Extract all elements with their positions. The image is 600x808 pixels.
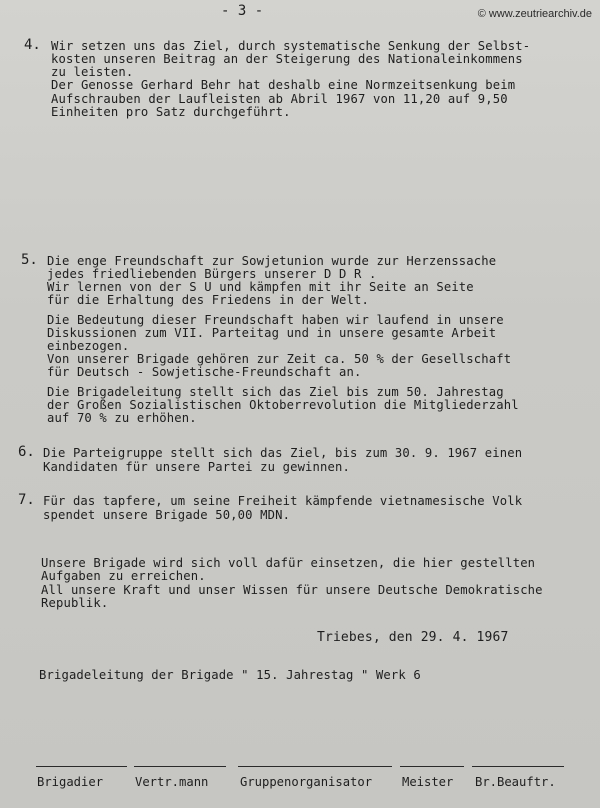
signature-label-brigadier: Brigadier — [37, 775, 104, 789]
sender-line: Brigadeleitung der Brigade " 15. Jahrestag " Werk 6 — [39, 668, 421, 682]
text-line: auf 70 % zu erhöhen. — [47, 411, 197, 425]
text-line: Einheiten pro Satz durchgeführt. — [51, 105, 291, 119]
text-line: der Großen Sozialistischen Oktoberrevolution die Mitgliederzahl — [47, 398, 519, 412]
signature-line — [472, 766, 564, 767]
place-date: Triebes, den 29. 4. 1967 — [317, 630, 509, 645]
text-line: Von unserer Brigade gehören zur Zeit ca. 50 % der Gesellschaft — [47, 352, 512, 366]
text-line: Kandidaten für unsere Partei zu gewinnen. — [43, 460, 350, 474]
item-number: 4. — [24, 37, 41, 53]
text-line: Die Bedeutung dieser Freundschaft haben wir laufend in unsere — [47, 313, 504, 327]
text-line: für Deutsch - Sowjetische-Freundschaft an. — [47, 365, 362, 379]
item-number: 5. — [21, 252, 38, 268]
text-line: Diskussionen zum VII. Parteitag und in unsere gesamte Arbeit — [47, 326, 497, 340]
signature-line — [134, 766, 226, 767]
page-number: - 3 - — [221, 3, 264, 19]
archive-watermark: © www.zeutriearchiv.de — [477, 8, 592, 20]
text-line: Unsere Brigade wird sich voll dafür einsetzen, die hier gestellten — [41, 556, 536, 570]
text-line: Für das tapfere, um seine Freiheit kämpfende vietnamesische Volk — [43, 494, 523, 508]
text-line: jedes friedliebenden Bürgers unserer D D R . — [47, 267, 377, 281]
text-line: kosten unseren Beitrag an der Steigerung des Nationaleinkommens — [51, 52, 523, 66]
text-line: Die Brigadeleitung stellt sich das Ziel bis zum 50. Jahrestag — [47, 385, 504, 399]
text-line: Aufschrauben der Laufleisten ab Abril 1967 von 11,20 auf 9,50 — [51, 92, 508, 106]
text-line: spendet unsere Brigade 50,00 MDN. — [43, 508, 291, 522]
text-line: Der Genosse Gerhard Behr hat deshalb eine Normzeitsenkung beim — [51, 78, 516, 92]
text-line: Wir lernen von der S U und kämpfen mit ihr Seite an Seite — [47, 280, 474, 294]
text-line: für die Erhaltung des Friedens in der Welt. — [47, 293, 369, 307]
signature-label-beauftragter: Br.Beauftr. — [475, 775, 556, 789]
text-line: All unsere Kraft und unser Wissen für unsere Deutsche Demokratische — [41, 583, 543, 597]
text-line: Republik. — [41, 596, 109, 610]
signature-label-meister: Meister — [402, 775, 454, 789]
signature-label-vertrauensmann: Vertr.mann — [135, 775, 209, 789]
item-number: 6. — [18, 444, 35, 460]
signature-line — [238, 766, 392, 767]
text-line: zu leisten. — [51, 65, 134, 79]
item-number: 7. — [18, 492, 35, 508]
signature-label-gruppenorganisator: Gruppenorganisator — [240, 775, 373, 789]
signature-line — [36, 766, 127, 767]
text-line: einbezogen. — [47, 339, 130, 353]
text-line: Aufgaben zu erreichen. — [41, 569, 206, 583]
text-line: Die enge Freundschaft zur Sowjetunion wurde zur Herzenssache — [47, 254, 497, 268]
text-line: Wir setzen uns das Ziel, durch systematische Senkung der Selbst- — [51, 39, 531, 53]
signature-line — [400, 766, 464, 767]
text-line: Die Parteigruppe stellt sich das Ziel, bis zum 30. 9. 1967 einen — [43, 446, 523, 460]
